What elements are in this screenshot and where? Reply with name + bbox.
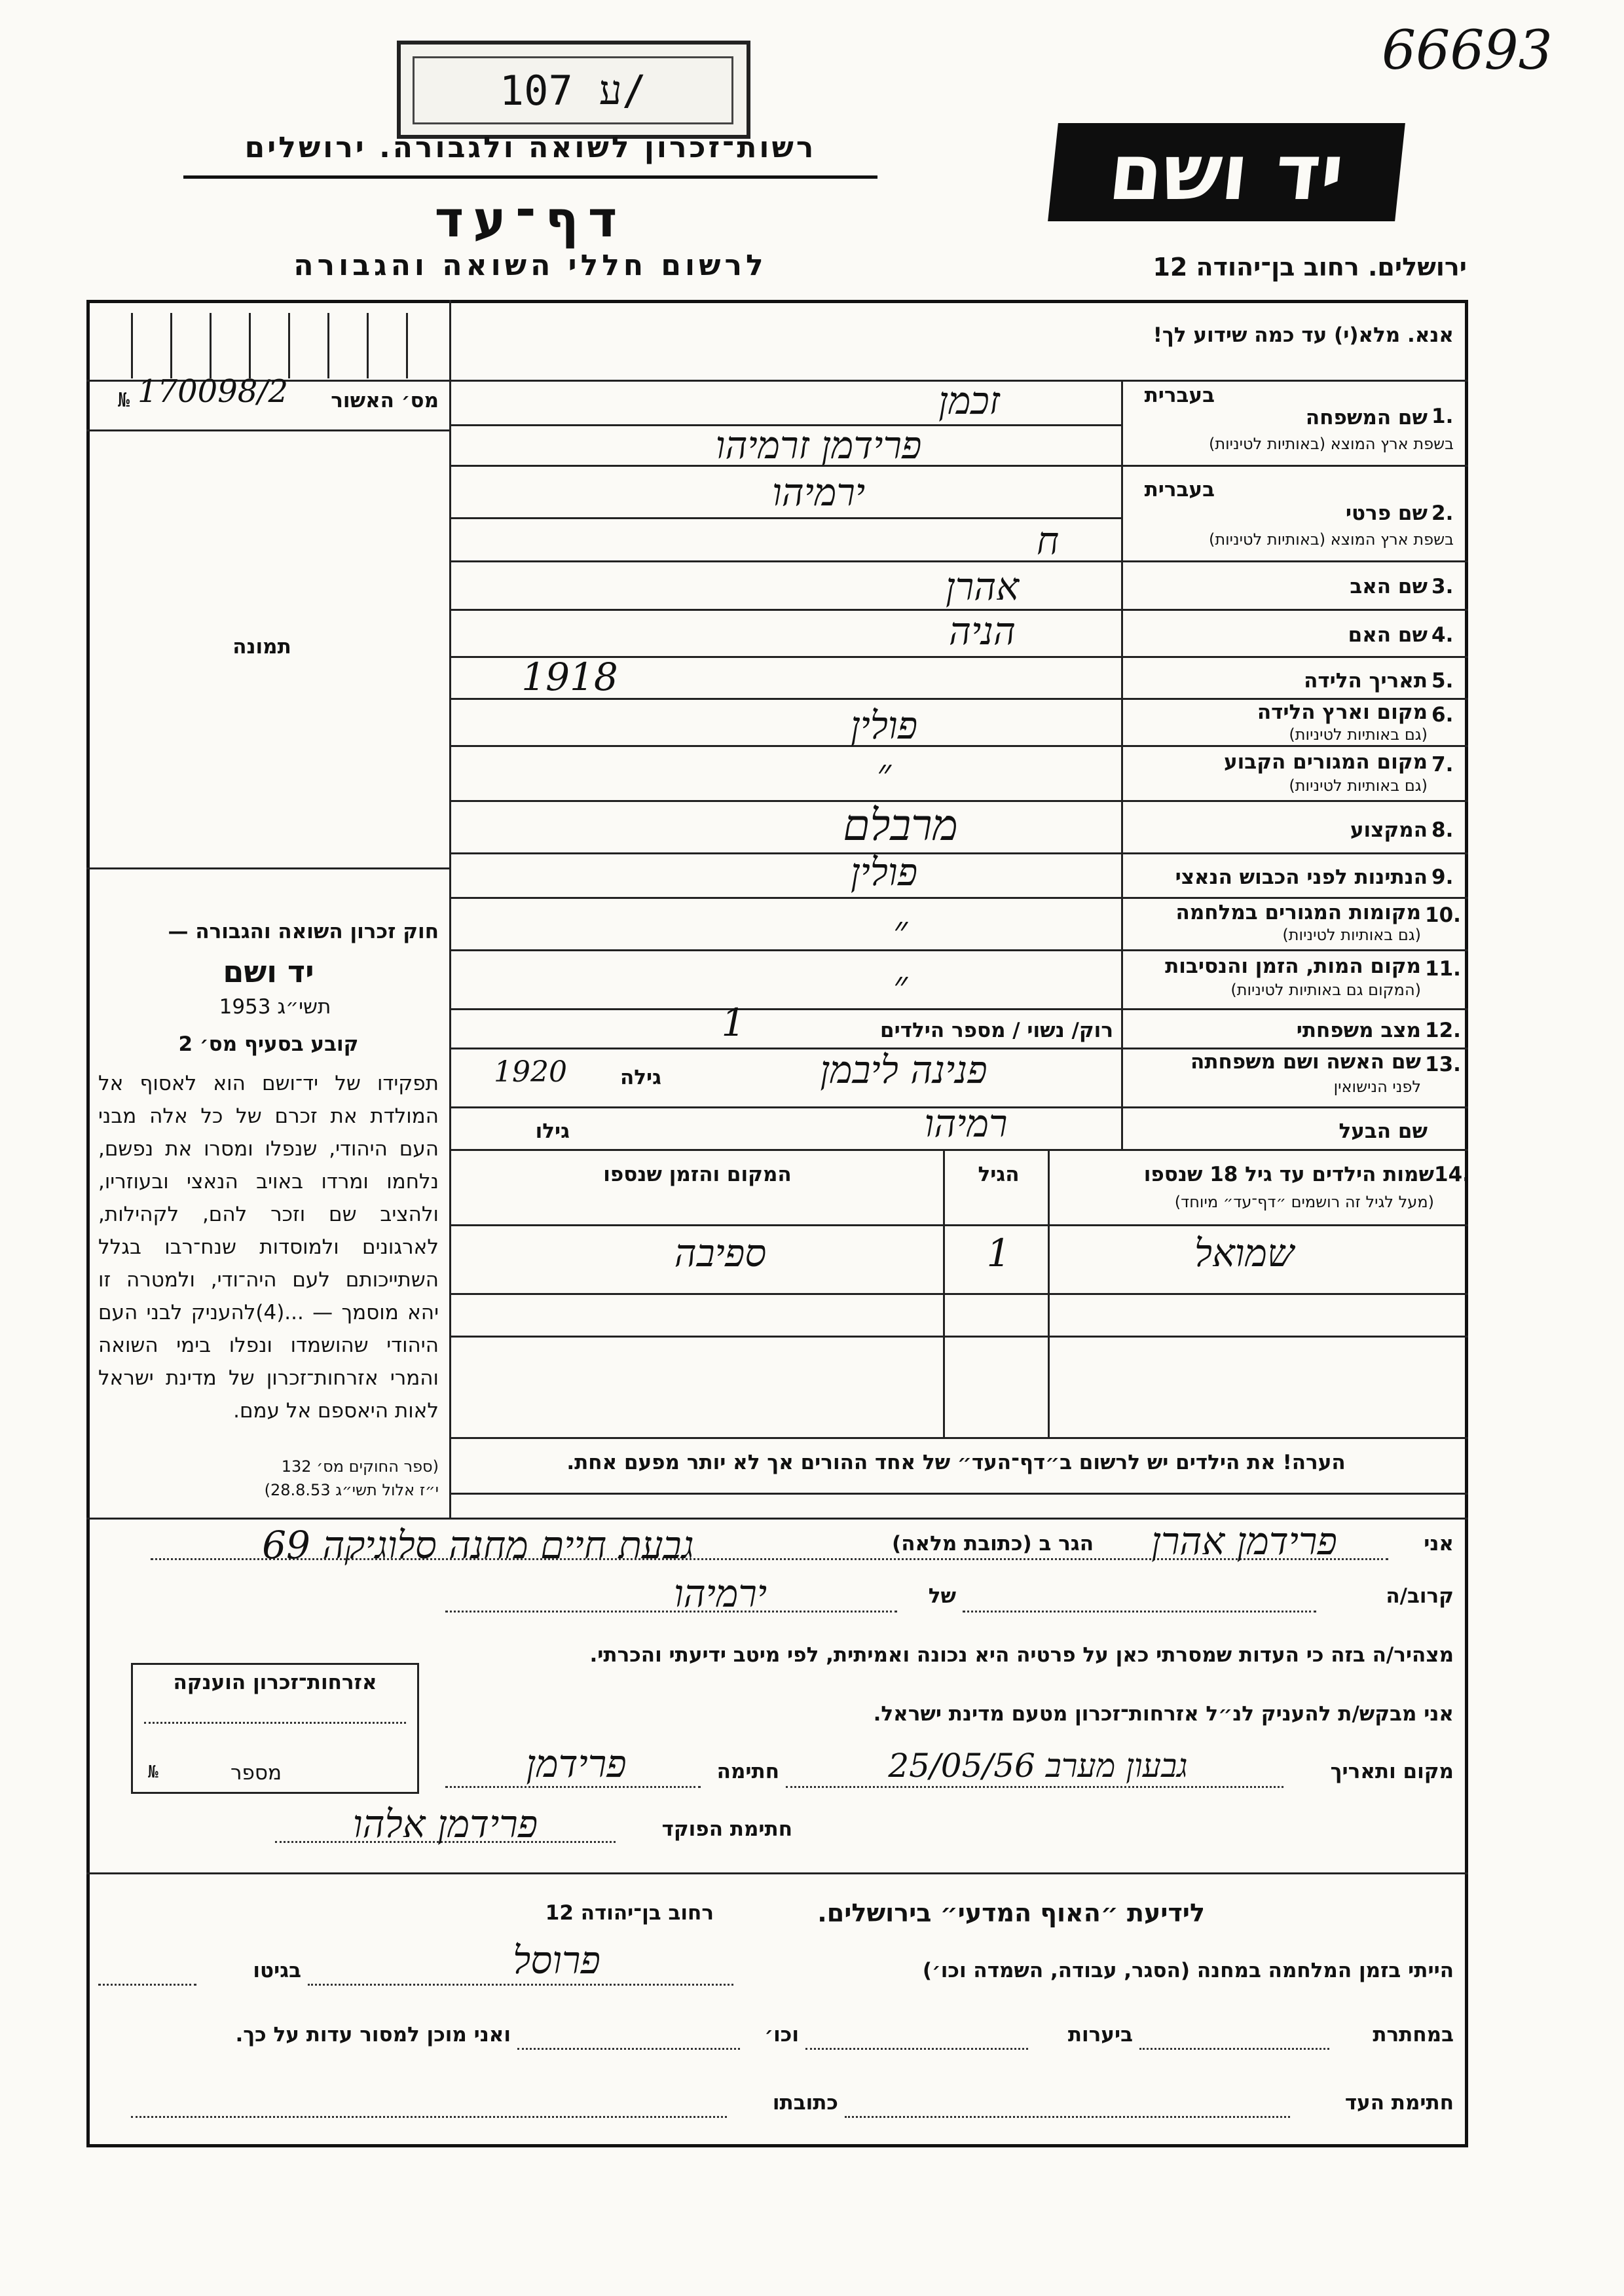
- field-first-name: שם פרטי: [1345, 501, 1428, 525]
- law-title: חוק זכרון השואה והגבורה —: [168, 920, 439, 943]
- field-birth-date: תאריך הלידה: [1304, 669, 1428, 693]
- officer-signature: פרידמן אלהו: [352, 1802, 538, 1846]
- law-section: קובע בסעיף מס׳ 2: [178, 1032, 359, 1056]
- law-source-1: (ספר החוקים מס׳ 132: [281, 1457, 439, 1476]
- field-family-name: שם המשפחה: [1305, 406, 1428, 429]
- field-profession: המקצוע: [1350, 818, 1428, 842]
- field-father-name: שם האב: [1350, 575, 1428, 598]
- field-wife-name: שם האשה ושם משפחתה: [1190, 1050, 1421, 1074]
- declaration-statement: מצהיר/ה בזה כי העדות שמסרתי כאן על פרטיה היא נכונה ואמיתית, לפי מיטב ידיעתי והכרתי.: [589, 1643, 1454, 1667]
- first-name-latin: ח: [1036, 519, 1060, 563]
- approval-number: 170098/2: [138, 373, 288, 410]
- husband-name-value: רמיהו: [924, 1101, 1008, 1146]
- header-address: ירושלים. רחוב בן־יהודה 12: [1153, 253, 1467, 282]
- marital-status-options: רוק/ נשוי / מספר הילדים: [880, 1019, 1113, 1042]
- wife-name-value: פנינה ליבמן: [820, 1048, 987, 1092]
- children-count-value: 1: [721, 1000, 746, 1045]
- law-year: תשי״ג 1953: [219, 995, 331, 1019]
- field-mother-name: שם האם: [1348, 623, 1428, 647]
- family-name-latin: פרידמן זרמיהו: [715, 423, 922, 467]
- divider: [86, 867, 451, 869]
- child-place-value: ספיבה: [674, 1231, 767, 1275]
- authority-name: רשות־זכרון לשואה ולגבורה. ירושלים: [244, 131, 817, 164]
- footer-line-1: הייתי בזמן המלחמה במחנה (הסגר, עבודה, השמדה וכו׳): [922, 1959, 1454, 1982]
- camp-name-value: פרוסל: [513, 1938, 600, 1982]
- wife-age-value: 1920: [494, 1055, 567, 1089]
- yad-vashem-logo: יד ושם: [1048, 123, 1405, 221]
- mother-name-value: הניה: [948, 609, 1016, 653]
- declarant-address: גבעת חיים מחנה סלוגיקה 69: [262, 1523, 694, 1567]
- field-death-details: מקום המות, הזמן והנסיבות: [1165, 955, 1421, 978]
- photo-label: תמונה: [232, 635, 291, 659]
- form-note: הערה! את הילדים יש לרשום ב״דף־העד״ של אחד ההורים אך לא יותר מפעם אחת.: [566, 1451, 1346, 1474]
- field-residence: מקום המגורים הקבוע: [1224, 750, 1428, 774]
- field-birth-place: מקום וארץ הלידה: [1257, 701, 1428, 724]
- death-details-value: ״: [893, 962, 908, 1007]
- column-divider: [449, 300, 451, 1518]
- place-date-label: מקום ותאריך: [1330, 1760, 1454, 1783]
- archive-number: 66693: [1382, 20, 1553, 82]
- declaration-relative-label: קרוב/ה: [1386, 1584, 1454, 1608]
- child-name-value: שמואל: [1194, 1231, 1295, 1275]
- children-header-names: שמות הילדים עד גיל 18 שנספו: [1143, 1163, 1434, 1186]
- field-husband-name: שם הבעל: [1338, 1120, 1428, 1143]
- birth-date-value: 1918: [521, 655, 618, 699]
- family-name-hebrew: זכמן: [938, 378, 1000, 423]
- children-header-place: המקום והזמן שנספו: [603, 1163, 792, 1186]
- declaration-ani-label: אני: [1424, 1532, 1454, 1556]
- children-header-age: הגיל: [978, 1163, 1020, 1186]
- field-wartime-residence: מקומות המגורים במלחמה: [1175, 901, 1421, 924]
- father-name-value: אהרן: [945, 564, 1020, 609]
- archive-stamp-text: [413, 56, 733, 124]
- law-body: תפקידו של יד־ושם הוא לאסוף אל המולדת את זכרם של כל אלה מבני העם היהודי, שנפלו ומסרו את נפשם, נלחמו ומרדו באויב הנאצי ובעוזריו, ולהציב שם וזכר להם, לקהילות, לארגונים ולמוסדות שנח־רבו בגלל השתייכותם לעם היה־ודי, ולמטרה זו יהא מוסמך — ...(4)להעניק לבני העם היהודי שהושמדו ונפלו בימי השואה והמרי אזרחות־זכרון של מדינת ישראל לאות היאספם אל עמם.: [98, 1072, 439, 1423]
- signature-label: חתימה: [716, 1760, 779, 1783]
- divider: [86, 380, 1468, 382]
- officer-signature-label: חתימת הפוקד: [661, 1817, 792, 1841]
- declarant-name: פרידמן אהרן: [1151, 1519, 1337, 1563]
- form-intro: אנא. מלא(י) עד כמה שידוע לך!: [1153, 323, 1454, 347]
- footer-address: רחוב בן־יהודה 12: [545, 1901, 714, 1925]
- relative-of-value: ירמיהו: [673, 1571, 767, 1616]
- wartime-residence-value: ״: [893, 907, 908, 952]
- label-divider: [1121, 380, 1123, 1149]
- approval-label: מס׳ האשור: [331, 389, 439, 412]
- law-name: יד ושם: [223, 954, 314, 989]
- divider: [86, 429, 451, 431]
- declaration-request: אני מבקש/ת להעניק לנ״ל אזרחות־זכרון מטעם מדינת ישראל.: [873, 1702, 1454, 1726]
- residence-value: ״: [876, 750, 892, 795]
- declarant-signature: פרידמן: [526, 1741, 627, 1786]
- stamp-letter: ע/: [599, 66, 647, 114]
- law-source-2: י״ז אלול תשי״ג 28.8.53): [264, 1481, 439, 1499]
- field-citizenship: הנתינות לפני הכבוש הנאצי: [1175, 866, 1428, 889]
- footer-heading: לידיעת ״האוף המדעי״ בירושלים.: [817, 1899, 1205, 1927]
- page-subtitle: לרשום חללי השואה והגבורה: [293, 249, 767, 282]
- place-date-value: גבעון מערב 25/05/56: [888, 1747, 1188, 1785]
- citizenship-value: פולין: [850, 850, 918, 894]
- citizenship-title: אזרחות־זכרון הוענקה: [173, 1671, 377, 1694]
- page-title: דף־עד: [434, 190, 627, 248]
- field-marital-status: מצב משפחתי: [1296, 1019, 1421, 1042]
- birth-place-value: פולין: [850, 703, 918, 748]
- authority-underline: [183, 175, 877, 179]
- profession-value: מרבלם: [843, 800, 958, 850]
- child-age-value: 1: [986, 1231, 1011, 1275]
- first-name-hebrew: ירמיהו: [771, 470, 866, 515]
- approval-prefix: №: [118, 389, 130, 412]
- stamp-number: 107: [499, 66, 573, 115]
